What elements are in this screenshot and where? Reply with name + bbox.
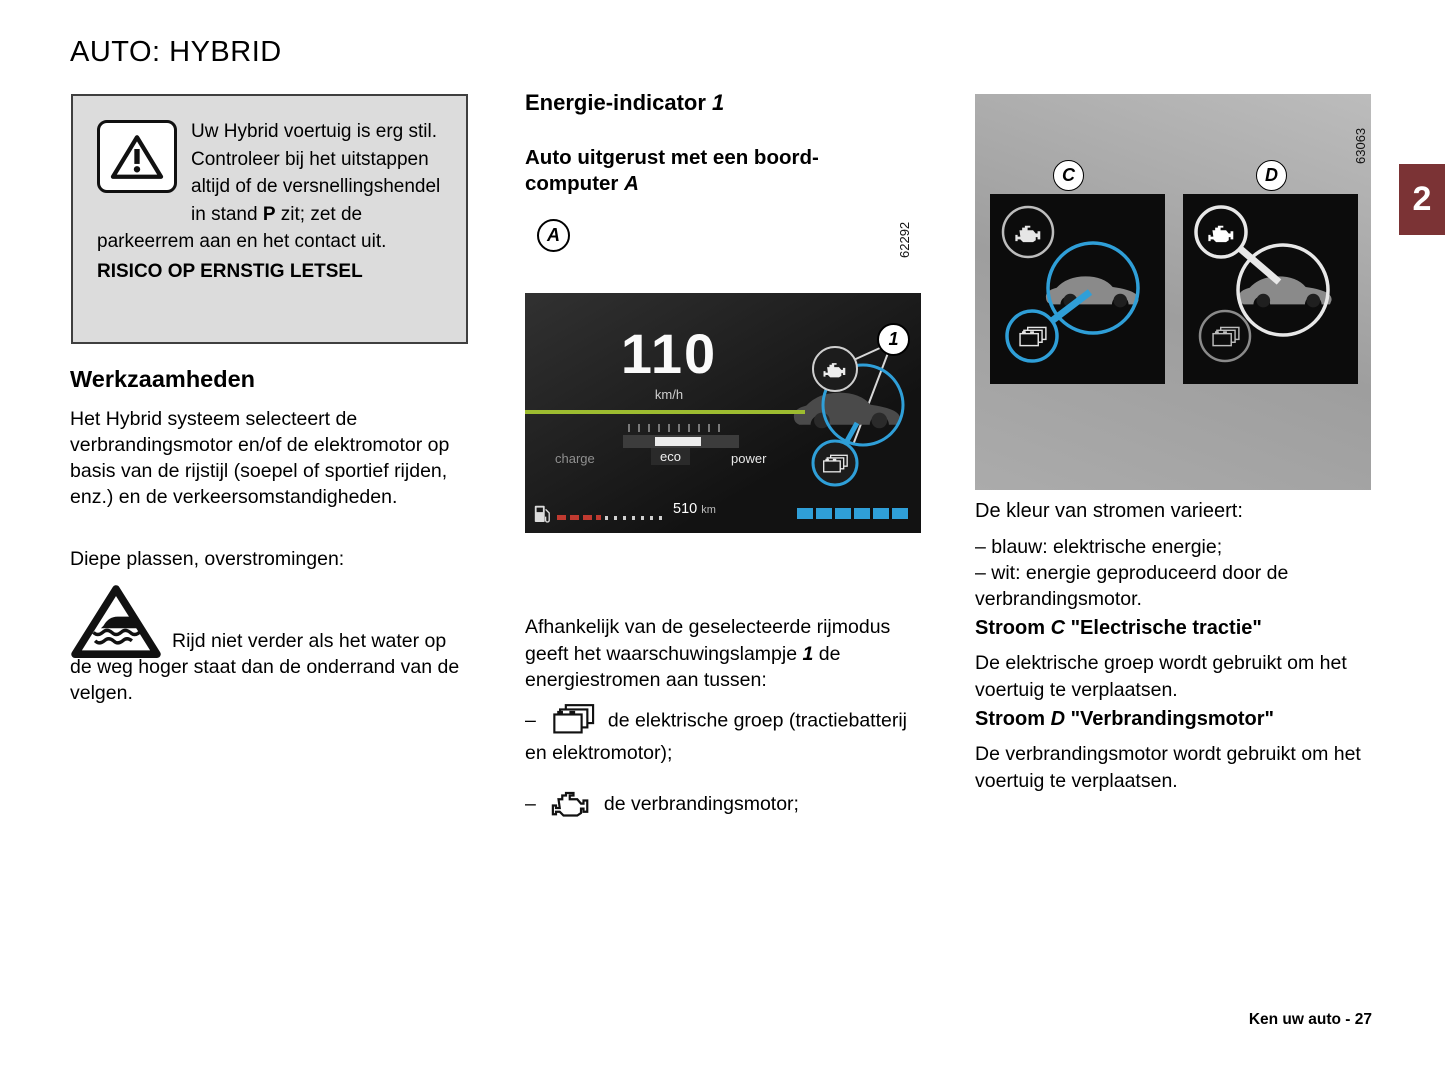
- heading-boordcomputer: [525, 145, 819, 197]
- traction-battery-icon: [1020, 327, 1046, 345]
- eco-gauge-line: [525, 410, 805, 414]
- page-title: AUTO: HYBRID: [70, 36, 282, 68]
- paragraph-flow-colors: De kleur van stromen varieert:: [975, 500, 1243, 522]
- list-item-electric-text: de elektrische groep (tractiebatterij en elektromotor);: [525, 709, 908, 764]
- battery-charge-bar: [797, 508, 909, 519]
- flow-label-d: D: [1256, 160, 1287, 191]
- panel-d-combustion-engine: [1183, 194, 1358, 384]
- heading-stroom-c: [975, 617, 1377, 640]
- risk-warning-line: RISICO OP ERNSTIG LETSEL: [97, 260, 363, 282]
- traction-battery-icon: [550, 703, 596, 736]
- chapter-number-tab: 2: [1399, 164, 1445, 235]
- range-value: 510: [673, 501, 698, 517]
- dashboard-figure: [525, 293, 921, 533]
- warning-text: Uw Hybrid voertuig is erg stil. Controleer bij het uitstappen altijd of de versnellingshendel in stand: [191, 121, 441, 225]
- stroom-c-suffix: "Electrische tractie": [1065, 617, 1262, 639]
- heading-boordcomputer-line1: Auto uitgerust met een boord-: [525, 146, 819, 169]
- warning-text-cont: zit; zet de parkeerrem aan en het contact uit.: [97, 203, 387, 252]
- heading-energie-indicator: [525, 90, 724, 116]
- panel-c-electric-traction: [990, 194, 1165, 384]
- fuel-pump-icon: [533, 501, 551, 525]
- list-dash: –: [525, 793, 536, 816]
- paragraph-energy-text: Afhankelijk van de geselecteerde rijmodus geeft het waarschuwingslampje: [525, 616, 891, 665]
- gauge-segment: [655, 437, 701, 446]
- figure-label-a: A: [537, 219, 570, 252]
- section-heading-werkzaamheden: Werkzaamheden: [70, 366, 256, 392]
- stroom-c-ref: C: [1050, 617, 1066, 639]
- warning-box: [71, 94, 468, 344]
- gauge-label-eco: eco: [651, 448, 690, 465]
- speed-unit: km/h: [654, 387, 684, 402]
- list-dash: –: [525, 709, 536, 732]
- gauge-ticks: [628, 424, 720, 432]
- fuel-level-dots: [605, 516, 665, 520]
- stroom-d-prefix: Stroom: [975, 708, 1051, 730]
- gauge-label-power: power: [731, 451, 767, 466]
- list-item-engine-text: de verbrandingsmotor;: [603, 793, 799, 816]
- stroom-c-prefix: Stroom: [975, 617, 1051, 639]
- energy-flow-figure: [975, 94, 1371, 490]
- paragraph-deep-water: Diepe plassen, overstromingen:: [70, 548, 345, 570]
- speed-readout: 110: [620, 322, 718, 385]
- paragraph-water-warning: Rijd niet verder als het water op de weg hoger staat dan de onderrand van de velgen.: [70, 630, 460, 704]
- gear-position-p: P: [262, 203, 276, 225]
- car-silhouette-icon: [794, 393, 901, 429]
- bullet-white-energy: – wit: energie geproduceerd door de verbrandingsmotor.: [975, 562, 1289, 610]
- bullet-blue-energy: – blauw: elektrische energie;: [975, 536, 1223, 558]
- heading-stroom-d: [975, 708, 1377, 731]
- paragraph-stroom-d: De verbrandingsmotor wordt gebruikt om het voertuig te verplaatsen.: [975, 743, 1361, 792]
- page-footer: Ken uw auto - 27: [1248, 1011, 1372, 1028]
- warning-triangle-icon: [97, 120, 177, 193]
- paragraph-energy-ref: 1: [802, 642, 814, 665]
- list-item-electric-group: [525, 703, 927, 767]
- paragraph-energy-flows: [525, 614, 927, 694]
- flow-label-c: C: [1053, 160, 1084, 191]
- fuel-level-dashes: [557, 515, 601, 520]
- paragraph-stroom-c: De elektrische groep wordt gebruikt om het voertuig te verplaatsen.: [975, 652, 1347, 701]
- traction-battery-icon: [824, 455, 847, 472]
- heading-energie-ref: 1: [712, 90, 725, 115]
- heading-energie-text: Energie-indicator: [525, 90, 713, 115]
- list-item-combustion-engine: [525, 788, 927, 822]
- range-readout: [673, 501, 716, 517]
- figure-number-dashboard: 62292: [897, 221, 912, 258]
- engine-icon: [550, 788, 592, 818]
- stroom-d-suffix: "Verbrandingsmotor": [1065, 708, 1275, 730]
- heading-boordcomputer-line2: computer: [525, 172, 625, 195]
- figure-number-flows: 63063: [1353, 127, 1368, 164]
- range-unit: km: [701, 504, 716, 516]
- traction-battery-icon: [1213, 327, 1239, 345]
- callout-1: 1: [877, 323, 910, 356]
- gauge-label-charge: charge: [555, 451, 595, 466]
- paragraph-energy-text-cont: de energiestromen aan tussen:: [525, 642, 841, 691]
- stroom-d-ref: D: [1050, 708, 1066, 730]
- heading-boordcomputer-ref: A: [624, 172, 639, 195]
- paragraph-hybrid-system: Het Hybrid systeem selecteert de verbrandingsmotor en/of de elektromotor op basis van de rijstijl (soepel of sportief rijden, enz.) en de verkeersomstandigheden.: [70, 408, 450, 508]
